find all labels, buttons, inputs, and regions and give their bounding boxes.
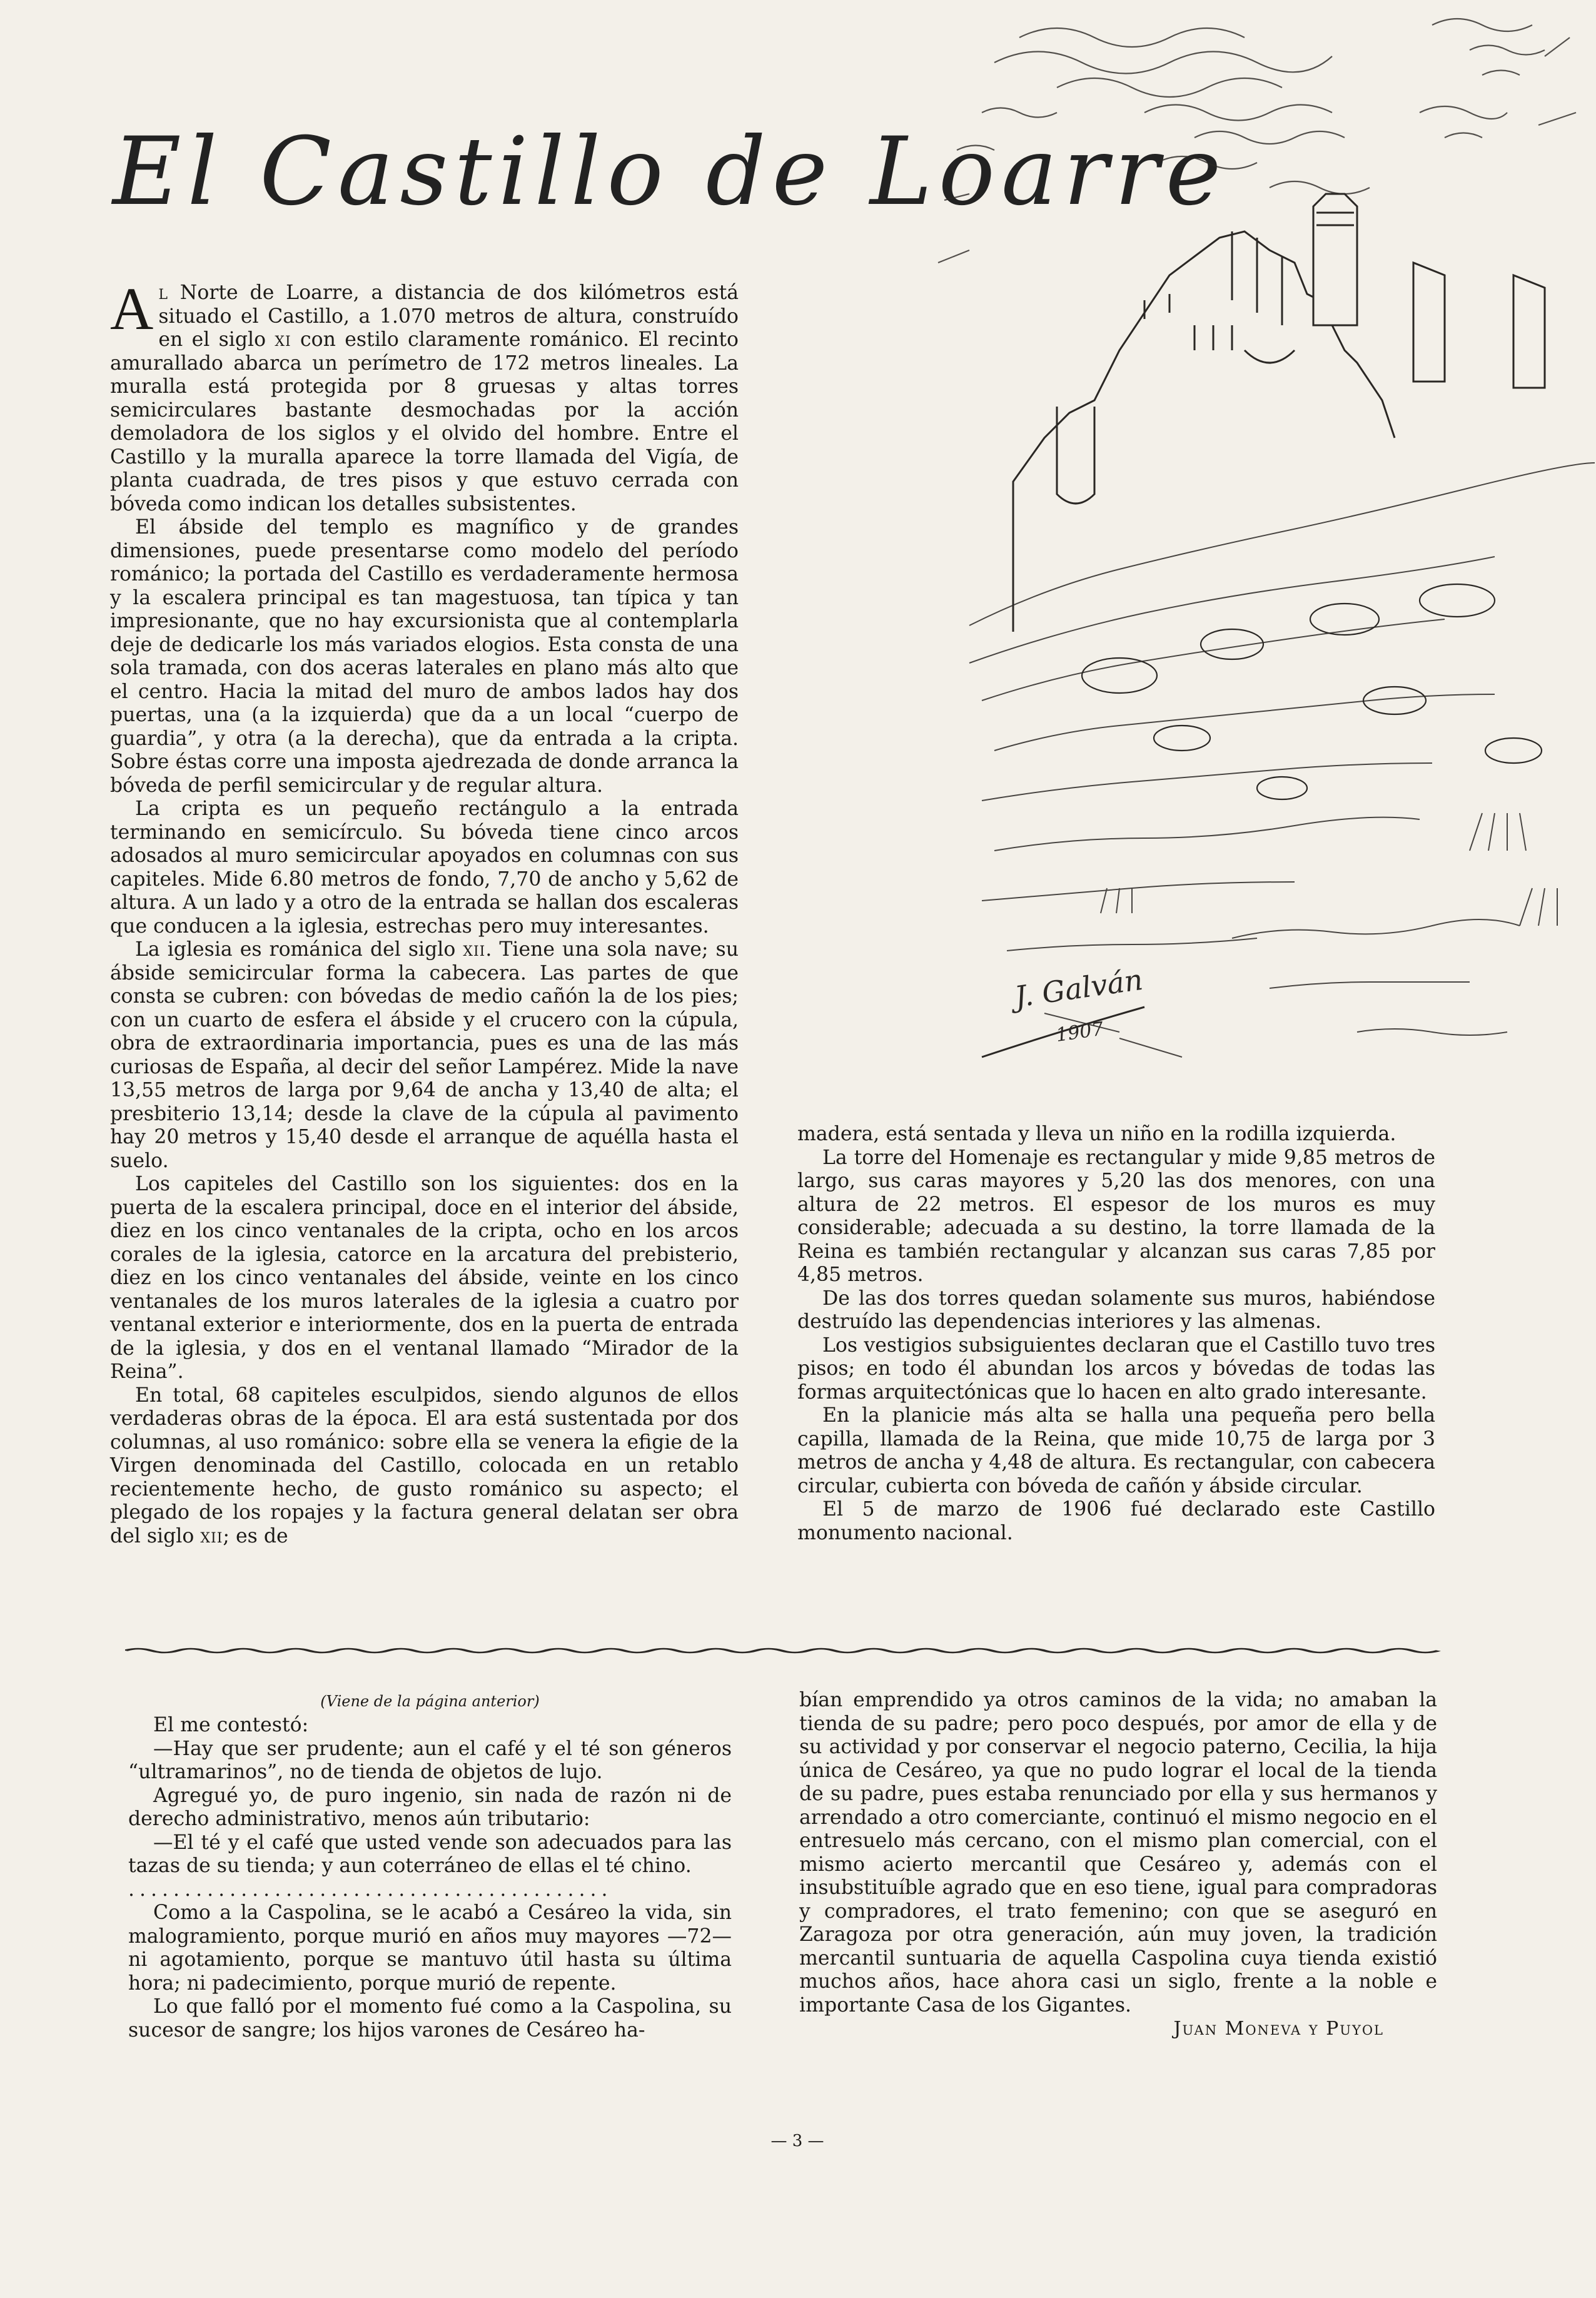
drop-cap: A bbox=[110, 275, 154, 342]
roman-numeral: xi bbox=[275, 328, 291, 351]
article-paragraph: El 5 de marzo de 1906 fué declarado este Castillo monumento nacional. bbox=[797, 1498, 1435, 1544]
article-paragraph: El ábside del templo es magnífico y de grandes dimensiones, puede presentarse como modelo del período románico; la portada del Castillo es verdaderamente hermosa y la escalera principal es tan magestuosa, tan típica y tan impresionante, que no hay excursionista que al contemplarla deje de dedicarle los más variados elogios. Esta consta de una sola tramada, con dos aceras laterales en plano más alto que el centro. Hacia la mitad del muro de ambos lados hay dos puertas, una (a la izquierda) que da a un local “cuerpo de guardia”, y otra (a la derecha), que da entrada a la cripta. Sobre éstas corre una imposta ajedrezada de donde arranca la bóveda de perfil semicircular y de regular altura. bbox=[110, 516, 739, 797]
continuation-column-right bbox=[799, 1689, 1437, 2041]
article-column-right bbox=[797, 1123, 1435, 1545]
page-number: — 3 — bbox=[770, 2132, 824, 2150]
author-signature: Juan Moneva y Puyol bbox=[1173, 2018, 1384, 2040]
article-paragraph: La cripta es un pequeño rectángulo a la entrada terminando en semicírculo. Su bóveda tiene cinco arcos adosados al muro semicircular apoyados en columnas con sus capiteles. Mide 6.80 metros de fondo, 7,70 de ancho y 5,62 de altura. A un lado y a otro de la entrada se hallan dos escaleras que conducen a la iglesia, estrechas pero muy interesantes. bbox=[110, 797, 739, 938]
castle-illustration bbox=[794, 0, 1596, 1107]
roman-numeral: xii bbox=[200, 1524, 223, 1547]
continuation-paragraph: —Hay que ser prudente; aun el café y el té son géneros “ultramarinos”, no de tienda de objetos de lujo. bbox=[128, 1737, 732, 1783]
article-paragraph: De las dos torres quedan solamente sus muros, habiéndose destruído las dependencias interiores y las almenas. bbox=[797, 1287, 1435, 1333]
continuation-paragraph: El me contestó: bbox=[153, 1714, 309, 1736]
castle-walls bbox=[1013, 194, 1545, 632]
article-column-left bbox=[110, 275, 739, 1548]
article-title: El Castillo de Loarre bbox=[113, 118, 1228, 226]
hill-hatching bbox=[969, 463, 1595, 1057]
continued-from-note: (Viene de la página anterior) bbox=[320, 1693, 540, 1710]
continuation-paragraph: Como a la Caspolina, se le acabó a Cesáreo la vida, sin malogramiento, porque murió en años muy mayores —72— ni agotamiento, porque se mantuvo útil hasta su última hora; ni padecimiento, porque murió de repente. bbox=[128, 1901, 732, 1995]
artist-signature: J. Galván bbox=[1013, 962, 1145, 1014]
illustration-date: 1907 bbox=[1054, 1018, 1105, 1046]
continuation-paragraph: bían emprendido ya otros caminos de la vida; no amaban la tienda de su padre; pero poco después, por amor de ella y de su actividad y por conservar el negocio paterno, Cecilia, la hija única de Cesáreo, ya que no pudo lograr el local de la tienda de su padre, pues estaba renunciado por ella y sus hermanos y arrendado a otro comerciante, continuó el mismo negocio en el entresuelo más cercano, con el mismo plan comercial, con el mismo acierto mercantil que Cesáreo y, además con el insubstituíble agrado que en eso tiene, igual para compradoras y compradores, el trato femenino; con que se aseguró en Zaragoza por otra generación, aún muy joven, la tradición mercantil suntuaria de aquella Caspolina cuya tienda existió muchos años, hace ahora casi un siglo, frente a la noble e importante Casa de los Gigantes. bbox=[799, 1689, 1437, 2017]
article-paragraph: En total, 68 capiteles esculpidos, siendo algunos de ellos verdaderas obras de la época. El ara está sustentada por dos columnas, al uso románico: sobre ella se venera la efigie de la Virgen denominada del Castillo, colocada en un retablo recientemente hecho, de gusto románico su aspecto; el plegado de los ropajes y la factura general delatan ser obra del siglo xii; es de bbox=[110, 1384, 739, 1547]
continuation-paragraph: Agregué yo, de puro ingenio, sin nada de razón ni de derecho administrativo, menos aún tributario: bbox=[128, 1784, 732, 1830]
article-paragraph: En la planicie más alta se halla una pequeña pero bella capilla, llamada de la Reina, que mide 10,75 de larga por 3 metros de ancha y 4,48 de altura. Es rectangular, con cabecera circular, cubierta con bóveda de cañón y ábside circular. bbox=[797, 1404, 1435, 1497]
article-paragraph: Los vestigios subsiguientes declaran que el Castillo tuvo tres pisos; en todo él abundan los arcos y bóvedas de todas las formas arquitectónicas que lo hacen en alto grado interesante. bbox=[797, 1334, 1435, 1404]
article-paragraph: La iglesia es románica del siglo xii. Tiene una sola nave; su ábside semicircular forma la cabecera. Las partes de que consta se cubren: con bóvedas de medio cañón la de los pies; con un cuarto de esfera el ábside y el crucero con la cúpula, obra de extraordinaria importancia, pues es una de las más curiosas de España, al decir del señor Lampérez. Mide la nave 13,55 metros de larga por 9,64 de ancha y 13,40 de alta; el presbiterio 13,14; desde la clave de la cúpula al pavimento hay 20 metros y 15,40 desde el arranque de aquélla hasta el suelo. bbox=[110, 938, 739, 1172]
continuation-paragraph: Lo que falló por el momento fué como a la Caspolina, su sucesor de sangre; los hijos varones de Cesáreo ha- bbox=[128, 1995, 732, 2042]
article-paragraph: La torre del Homenaje es rectangular y mide 9,85 metros de largo, sus caras mayores y 5,20 las dos menores, con una altura de 22 metros. El espesor de los muros es muy considerable; adecuada a su destino, la torre llamada de la Reina es también rectangular y alcanzan sus caras 7,85 por 4,85 metros. bbox=[797, 1146, 1435, 1286]
roman-numeral: xii bbox=[463, 938, 486, 961]
dotted-separator: ........................................... bbox=[128, 1878, 613, 1901]
article-paragraph: madera, está sentada y lleva un niño en la rodilla izquierda. bbox=[797, 1123, 1396, 1145]
article-paragraph: Los capiteles del Castillo son los siguientes: dos en la puerta de la escalera principal, doce en el interior del ábside, diez en los cinco ventanales de la cripta, ocho en los arcos corales de la iglesia, catorce en la arcatura del prebisterio, diez en los cinco ventanales del ábside, veinte en los cinco ventanales de los muros laterales de la iglesia a cuatro por ventanal exterior e interiormente, dos en la puerta de entrada de la iglesia, y dos en el ventanal llamado “Mirador de la Reina”. bbox=[110, 1173, 739, 1383]
continuation-paragraph: —El té y el café que usted vende son adecuados para las tazas de su tienda; y aun coterráneo de ellas el té chino. bbox=[128, 1831, 732, 1877]
sky-hatching bbox=[938, 19, 1576, 263]
article-paragraph: Al Norte de Loarre, a distancia de dos kilómetros está situado el Castillo, a 1.070 metros de altura, construído en el siglo xi con estilo claramente románico. El recinto amurallado abarca un perímetro de 172 metros lineales. La muralla está protegida por 8 gruesas y altas torres semicirculares bastante desmochadas por la acción demoladora de los siglos y el olvido del hombre. Entre el Castillo y la muralla aparece la torre llamada del Vigía, de planta cuadrada, de tres pisos y que estuvo cerrada con bóveda como indican los detalles subsistentes. bbox=[110, 275, 739, 515]
section-divider bbox=[125, 1646, 1451, 1655]
continuation-column-left bbox=[128, 1689, 732, 2042]
